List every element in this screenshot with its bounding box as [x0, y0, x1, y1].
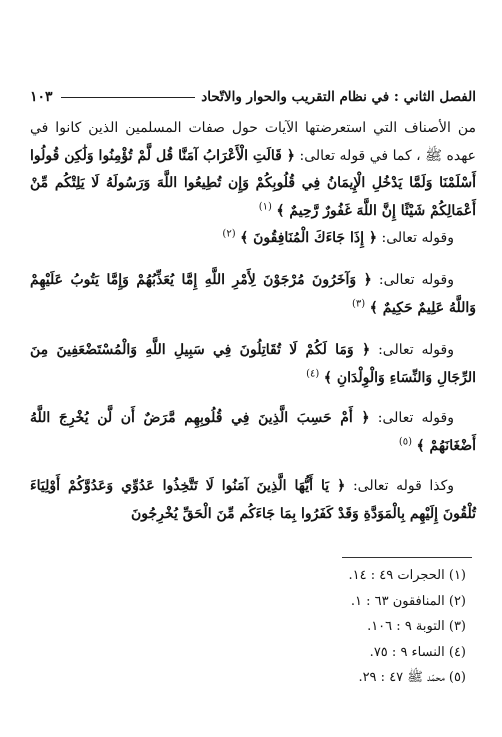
footnote-item: (٥) محمّد ﷺ ٤٧ : ٢٩.	[358, 670, 466, 685]
paragraph-4-text: وقوله تعالى:	[378, 342, 454, 358]
paragraph-3	[30, 267, 476, 322]
paragraph-2	[30, 225, 476, 253]
paragraph-1-text: من الأصناف التي استعرضتها الآيات حول صفات المسلمين الذين كانوا في عهده ﷺ ، كما في قوله تعالى:	[30, 120, 476, 164]
chapter-title: الفصل الثاني : في نظام التقريب والحوار والاتّحاد	[201, 89, 476, 105]
verse-3: ﴿ وَآخَرُونَ مُرْجَوْنَ لِأَمْرِ اللَّهِ إِمَّا يُعَذِّبُهُمْ وَإِمَّا يَتُوبُ عَلَيْهِمْ وَاللَّهُ عَلِيمٌ حَكِيمٌ ﴾	[30, 272, 476, 316]
footnote-item: (٣) التوبة ٩ : ١٠٦.	[367, 619, 466, 634]
verse-5: ﴿ أَمْ حَسِبَ الَّذِينَ فِي قُلُوبِهِم مَّرَضٌ أَن لَّن يُخْرِجَ اللَّهُ أَضْغَانَهُمْ ﴾	[30, 410, 476, 454]
footnote-ref-5: (٥)	[398, 435, 412, 447]
paragraph-2-text: وقوله تعالى:	[381, 230, 454, 246]
footnote-item: (٤) النساء ٩ : ٧٥.	[369, 644, 466, 660]
footnote-item: (٢) المنافقون ٦٣ : ١.	[350, 593, 466, 609]
paragraph-1	[30, 115, 476, 225]
verse-2: ﴿ إِذَا جَاءَكَ الْمُنَافِقُونَ ﴾	[240, 230, 378, 246]
page-number: ١٠٣	[30, 89, 53, 105]
verse-6: ﴿ يَا أَيُّهَا الَّذِينَ آمَنُوا لَا تَتَّخِذُوا عَدُوِّي وَعَدُوَّكُمْ أَوْلِيَاءَ تُلْقُونَ إِلَيْهِم بِالْمَوَدَّةِ وَقَدْ كَفَرُوا بِمَا جَاءَكُم مِّنَ الْحَقِّ يُخْرِجُونَ	[30, 478, 476, 522]
paragraph-6-text: وكذا قوله تعالى:	[352, 478, 455, 494]
running-header	[30, 86, 476, 108]
footnote-separator	[342, 557, 472, 558]
paragraph-5-text: وقوله تعالى:	[377, 410, 454, 426]
paragraph-5	[30, 405, 476, 460]
verse-1: ﴿ قَالَتِ الْأَعْرَابُ آمَنَّا قُل لَّمْ تُؤْمِنُوا وَلَٰكِن قُولُوا أَسْلَمْنَا وَلَمَّا يَدْخُلِ الْإِيمَانُ فِي قُلُوبِكُمْ وَإِن تُطِيعُوا اللَّهَ وَرَسُولَهُ لَا يَلِتْكُم مِّنْ أَعْمَالِكُمْ شَيْئًا إِنَّ اللَّهَ غَفُورٌ رَّحِيمٌ ﴾	[30, 147, 476, 219]
header-rule	[61, 97, 196, 98]
verse-4: ﴿ وَمَا لَكُمْ لَا تُقَاتِلُونَ فِي سَبِيلِ اللَّهِ وَالْمُسْتَضْعَفِينَ مِنَ الرِّجَالِ وَالنِّسَاءِ وَالْوِلْدَانِ ﴾	[30, 342, 476, 386]
paragraph-6	[30, 473, 476, 528]
footnote-ref-2: (٢)	[222, 228, 236, 240]
footnotes-list	[166, 563, 466, 691]
footnote-ref-1: (١)	[258, 200, 272, 212]
footnote-item: (١) الحجرات ٤٩ : ١٤.	[348, 568, 466, 583]
footnote-ref-3: (٣)	[352, 297, 366, 309]
paragraph-3-text: وقوله تعالى:	[378, 272, 454, 288]
footnote-ref-4: (٤)	[306, 367, 320, 379]
paragraph-4	[30, 337, 476, 392]
